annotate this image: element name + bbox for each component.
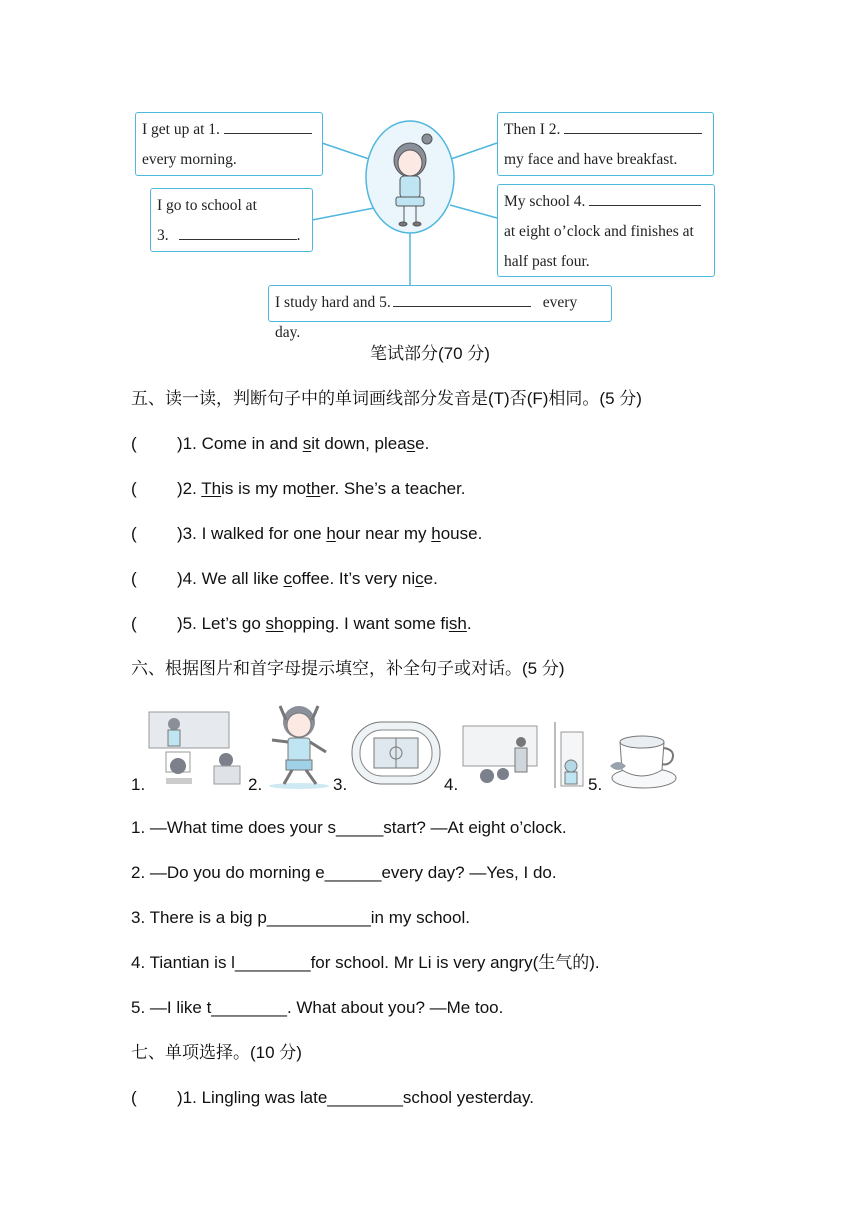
underlined-letters: c	[283, 569, 292, 588]
mindmap-box-2	[497, 112, 714, 176]
fill-blank-item-3: 3. There is a big p___________in my school.	[131, 908, 470, 927]
item-number: )3.	[177, 524, 197, 543]
box4-line2: at eight o’clock and finishes at	[504, 223, 694, 240]
answer-paren[interactable]: (	[131, 1088, 137, 1107]
item-number: )1.	[177, 434, 197, 453]
blank-5[interactable]	[393, 288, 531, 307]
box4-line1: My school 4.	[504, 193, 586, 210]
blank-2[interactable]	[564, 115, 702, 134]
sentence-text: our near my	[335, 524, 432, 543]
section7-heading: 七、单项选择。(10 分)	[131, 1043, 302, 1062]
phonics-item-3	[177, 522, 482, 546]
phonics-item-1	[177, 432, 429, 456]
blank-1[interactable]	[224, 115, 312, 134]
fill-blank-item-2: 2. —Do you do morning e______every day? —Yes, I do.	[131, 863, 557, 882]
classroom-picture	[146, 708, 242, 788]
section6-heading: 六、根据图片和首字母提示填空，补全句子或对话。(5 分)	[131, 659, 565, 678]
sentence-text: offee. It’s very ni	[291, 569, 416, 588]
sentence-text: .	[466, 614, 472, 633]
box2-line1: Then I 2.	[504, 121, 561, 138]
sentence-text: ouse.	[440, 524, 483, 543]
item-number: )5.	[177, 614, 197, 633]
box3-end: .	[296, 227, 301, 244]
underlined-letters: h	[326, 524, 336, 543]
item-number: )2.	[177, 479, 197, 498]
mindmap-box-1	[135, 112, 323, 176]
late-for-school-picture	[461, 722, 585, 788]
blank-3[interactable]	[179, 221, 297, 240]
mindmap-box-5	[268, 285, 612, 341]
underlined-letters: sh	[265, 614, 284, 633]
box5-pre: I study hard and 5.	[275, 294, 391, 311]
pic-label-3: 3.	[333, 775, 348, 794]
answer-paren[interactable]: (	[131, 614, 137, 633]
sentence-text: Let’s go	[201, 614, 266, 633]
box3-line1: I go to school at	[157, 197, 257, 214]
underlined-letters: th	[306, 479, 321, 498]
underlined-letters: c	[415, 569, 424, 588]
pic-label-1: 1.	[131, 775, 146, 794]
box5-post: every day.	[275, 294, 578, 341]
sentence-text: is is my mo	[221, 479, 307, 498]
pic-label-2: 2.	[248, 775, 263, 794]
mind-map	[0, 0, 860, 341]
box4-line3: half past four.	[504, 253, 590, 270]
sentence-text: I walked for one	[201, 524, 327, 543]
underlined-letters: s	[302, 434, 312, 453]
item-number: )4.	[177, 569, 197, 588]
pic-label-4: 4.	[444, 775, 459, 794]
answer-paren[interactable]: (	[131, 569, 137, 588]
underlined-letters: s	[406, 434, 416, 453]
fill-blank-item-5: 5. —I like t________. What about you? —Me too.	[131, 998, 504, 1017]
sentence-text: it down, plea	[311, 434, 407, 453]
choice-item-1	[177, 1086, 534, 1110]
fill-blank-item-1: 1. —What time does your s_____start? —At eight o’clock.	[131, 818, 567, 837]
pic-label-5: 5.	[588, 775, 603, 794]
written-section-title: 笔试部分(70 分)	[370, 344, 490, 363]
sentence-text: e.	[415, 434, 430, 453]
sentence-text: opping. I want some fi	[283, 614, 449, 633]
morning-exercise-picture	[266, 700, 332, 790]
section5-heading: 五、读一读，判断句子中的单词画线部分发音是(T)否(F)相同。(5 分)	[131, 389, 642, 408]
underlined-letters: Th	[201, 479, 222, 498]
tea-cup-picture	[606, 732, 678, 790]
blank-4[interactable]	[589, 187, 701, 206]
box3-line2: 3.	[157, 227, 169, 244]
item-number: )1.	[177, 1088, 197, 1107]
phonics-item-4	[177, 567, 438, 591]
sentence-text: Come in and	[201, 434, 303, 453]
underlined-letters: h	[431, 524, 441, 543]
answer-paren[interactable]: (	[131, 479, 137, 498]
phonics-item-5	[177, 612, 472, 636]
question-text: Lingling was late________school yesterday.	[201, 1088, 534, 1107]
box1-line1: I get up at 1.	[142, 121, 220, 138]
mindmap-box-3	[150, 188, 313, 252]
fill-blank-item-4: 4. Tiantian is l________for school. Mr Li is very angry(生气的).	[131, 953, 600, 972]
playground-picture	[350, 718, 442, 788]
answer-paren[interactable]: (	[131, 434, 137, 453]
box2-line2: my face and have breakfast.	[504, 151, 678, 168]
mindmap-box-4	[497, 184, 715, 277]
sentence-text: We all like	[201, 569, 284, 588]
sentence-text: er. She’s a teacher.	[320, 479, 466, 498]
mind-map-lines	[0, 0, 860, 330]
answer-paren[interactable]: (	[131, 524, 137, 543]
box1-line2: every morning.	[142, 151, 237, 168]
phonics-item-2	[177, 477, 466, 501]
sentence-text: e.	[423, 569, 438, 588]
underlined-letters: sh	[448, 614, 467, 633]
